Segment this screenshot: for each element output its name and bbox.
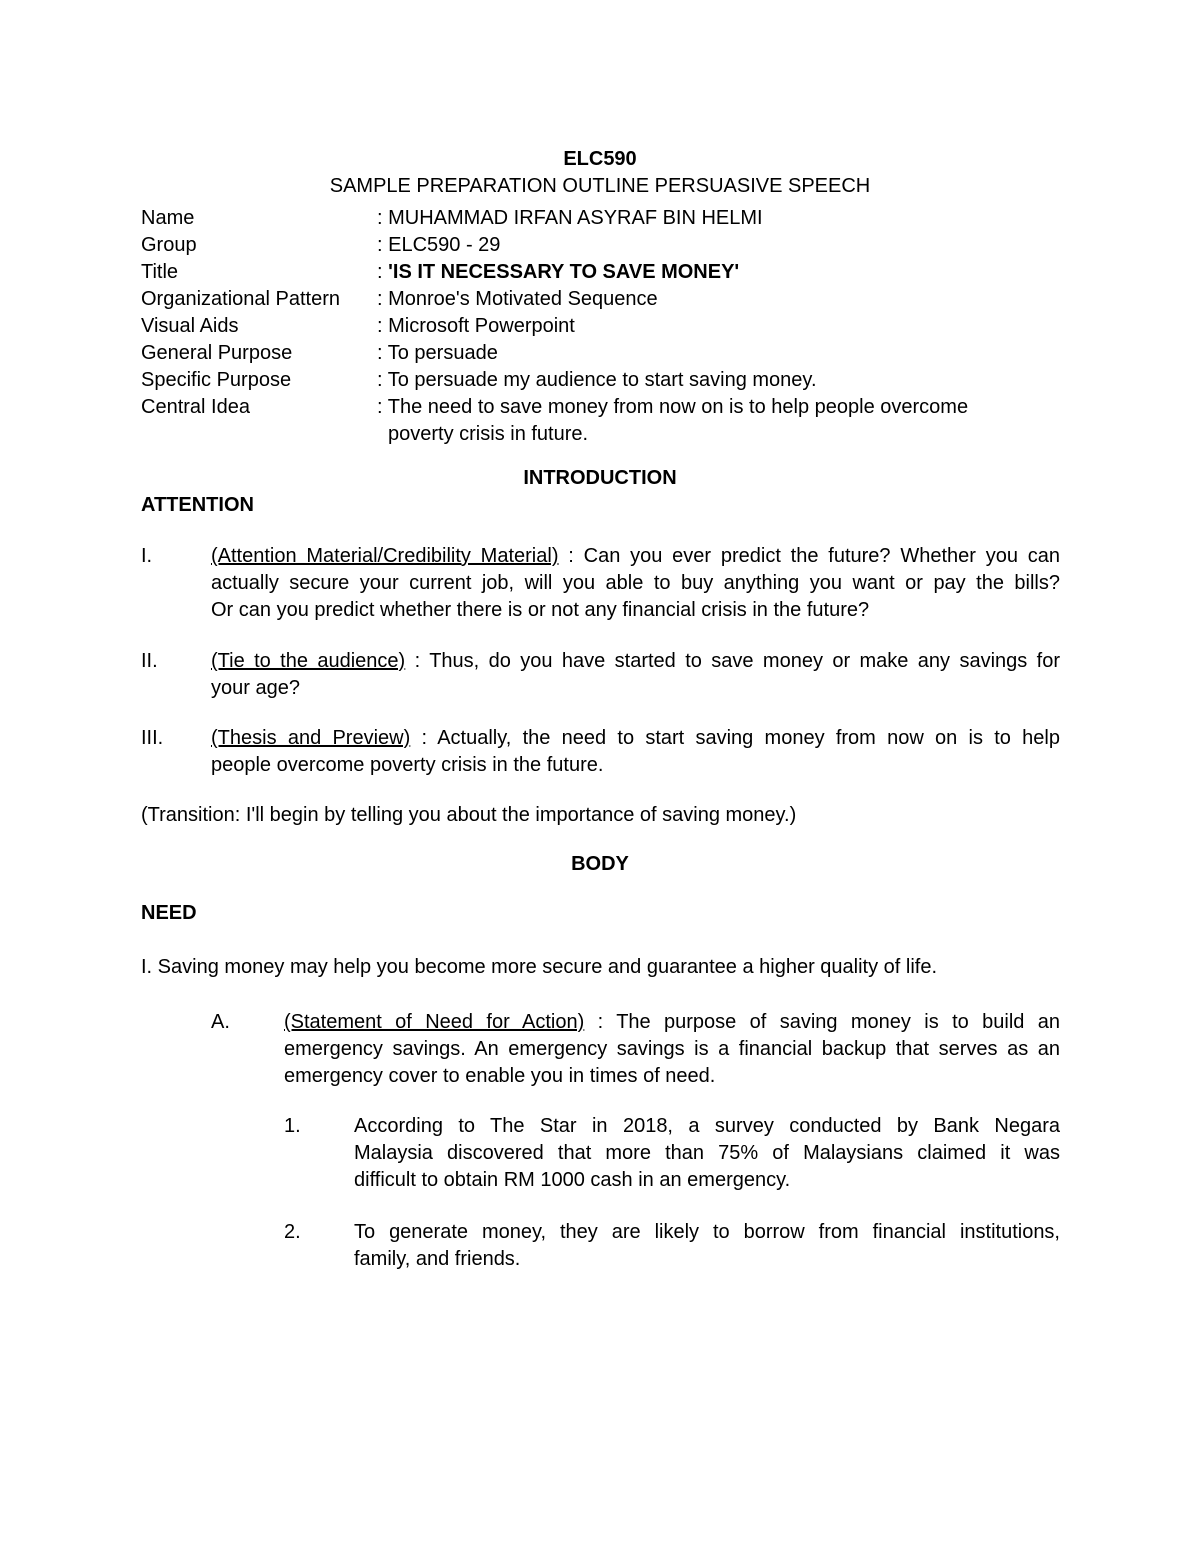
intro-item-line: people overcome poverty crisis in the future. — [211, 754, 604, 776]
support-line: According to The Star in 2018, a survey conducted by Bank Negara — [354, 1115, 1060, 1137]
support-text — [354, 1113, 1060, 1194]
support-line: To generate money, they are likely to borrow from financial institutions, — [354, 1221, 1060, 1243]
info-value-central-idea: : The need to save money from now on is to help people overcome — [377, 396, 969, 418]
intro-item-text — [211, 648, 1060, 702]
attention-heading: ATTENTION — [141, 494, 254, 516]
info-label-group: Group — [141, 234, 197, 256]
info-label-pattern: Organizational Pattern — [141, 288, 341, 310]
support-number: 1. — [284, 1115, 301, 1137]
info-label-general-purpose: General Purpose — [141, 342, 293, 364]
info-label-central-idea: Central Idea — [141, 396, 250, 418]
info-value-title-text: 'IS IT NECESSARY TO SAVE MONEY' — [388, 261, 740, 283]
intro-item-tag: (Tie to the audience) — [211, 650, 406, 672]
intro-item-line: (Tie to the audience) : Thus, do you have started to save money or make any savings for — [211, 650, 1060, 672]
info-value-general-purpose: : To persuade — [377, 342, 498, 364]
intro-item-line: your age? — [211, 677, 300, 699]
info-value-title-prefix: : — [377, 261, 389, 283]
sub-point-tag: (Statement of Need for Action) — [284, 1011, 585, 1033]
info-label-visual-aids: Visual Aids — [141, 315, 239, 337]
intro-item-number: I. — [141, 545, 153, 567]
main-point: I. Saving money may help you become more secure and guarantee a higher quality of life. — [141, 956, 938, 978]
introduction-heading: INTRODUCTION — [523, 467, 677, 489]
document-title: SAMPLE PREPARATION OUTLINE PERSUASIVE SPEECH — [329, 175, 871, 197]
info-value-specific-purpose: : To persuade my audience to start saving money. — [377, 369, 817, 391]
sub-point-line: emergency cover to enable you in times of need. — [284, 1065, 716, 1087]
support-line: Malaysia discovered that more than 75% of Malaysians claimed it was — [354, 1142, 1060, 1164]
intro-item-text — [211, 725, 1060, 779]
info-label-specific-purpose: Specific Purpose — [141, 369, 292, 391]
info-value-group: : ELC590 - 29 — [377, 234, 501, 256]
sub-point-line: (Statement of Need for Action) : The purpose of saving money is to build an — [284, 1011, 1060, 1033]
intro-item-line: actually secure your current job, will you able to buy anything you want or pay the bills? — [211, 572, 1060, 594]
intro-item-number: II. — [141, 650, 158, 672]
support-text — [354, 1219, 1060, 1273]
support-number: 2. — [284, 1221, 301, 1243]
transition-text: (Transition: I'll begin by telling you about the importance of saving money.) — [141, 804, 797, 826]
sub-point-letter: A. — [211, 1011, 230, 1033]
info-label-name: Name — [141, 207, 195, 229]
need-heading: NEED — [141, 902, 197, 924]
intro-item-line: (Thesis and Preview) : Actually, the need to start saving money from now on is to help — [211, 727, 1060, 749]
intro-item-tag: (Attention Material/Credibility Material) — [211, 545, 559, 567]
sub-point-line: emergency savings. An emergency savings is a financial backup that serves as an — [284, 1038, 1060, 1060]
intro-item-number: III. — [141, 727, 164, 749]
intro-item-text — [211, 543, 1060, 624]
intro-item-line: (Attention Material/Credibility Material) : Can you ever predict the future? Whether you can — [211, 545, 1060, 567]
support-line: difficult to obtain RM 1000 cash in an emergency. — [354, 1169, 791, 1191]
sub-point-text — [284, 1009, 1060, 1090]
course-code: ELC590 — [563, 148, 637, 170]
support-line: family, and friends. — [354, 1248, 521, 1270]
intro-item-tag: (Thesis and Preview) — [211, 727, 411, 749]
info-value-title — [377, 259, 739, 286]
info-value-central-idea-cont: poverty crisis in future. — [388, 423, 589, 445]
info-value-name: : MUHAMMAD IRFAN ASYRAF BIN HELMI — [377, 207, 763, 229]
info-label-title: Title — [141, 261, 179, 283]
intro-item-line: Or can you predict whether there is or not any financial crisis in the future? — [211, 599, 870, 621]
body-heading: BODY — [571, 853, 629, 875]
info-value-visual-aids: : Microsoft Powerpoint — [377, 315, 575, 337]
info-value-pattern: : Monroe's Motivated Sequence — [377, 288, 658, 310]
